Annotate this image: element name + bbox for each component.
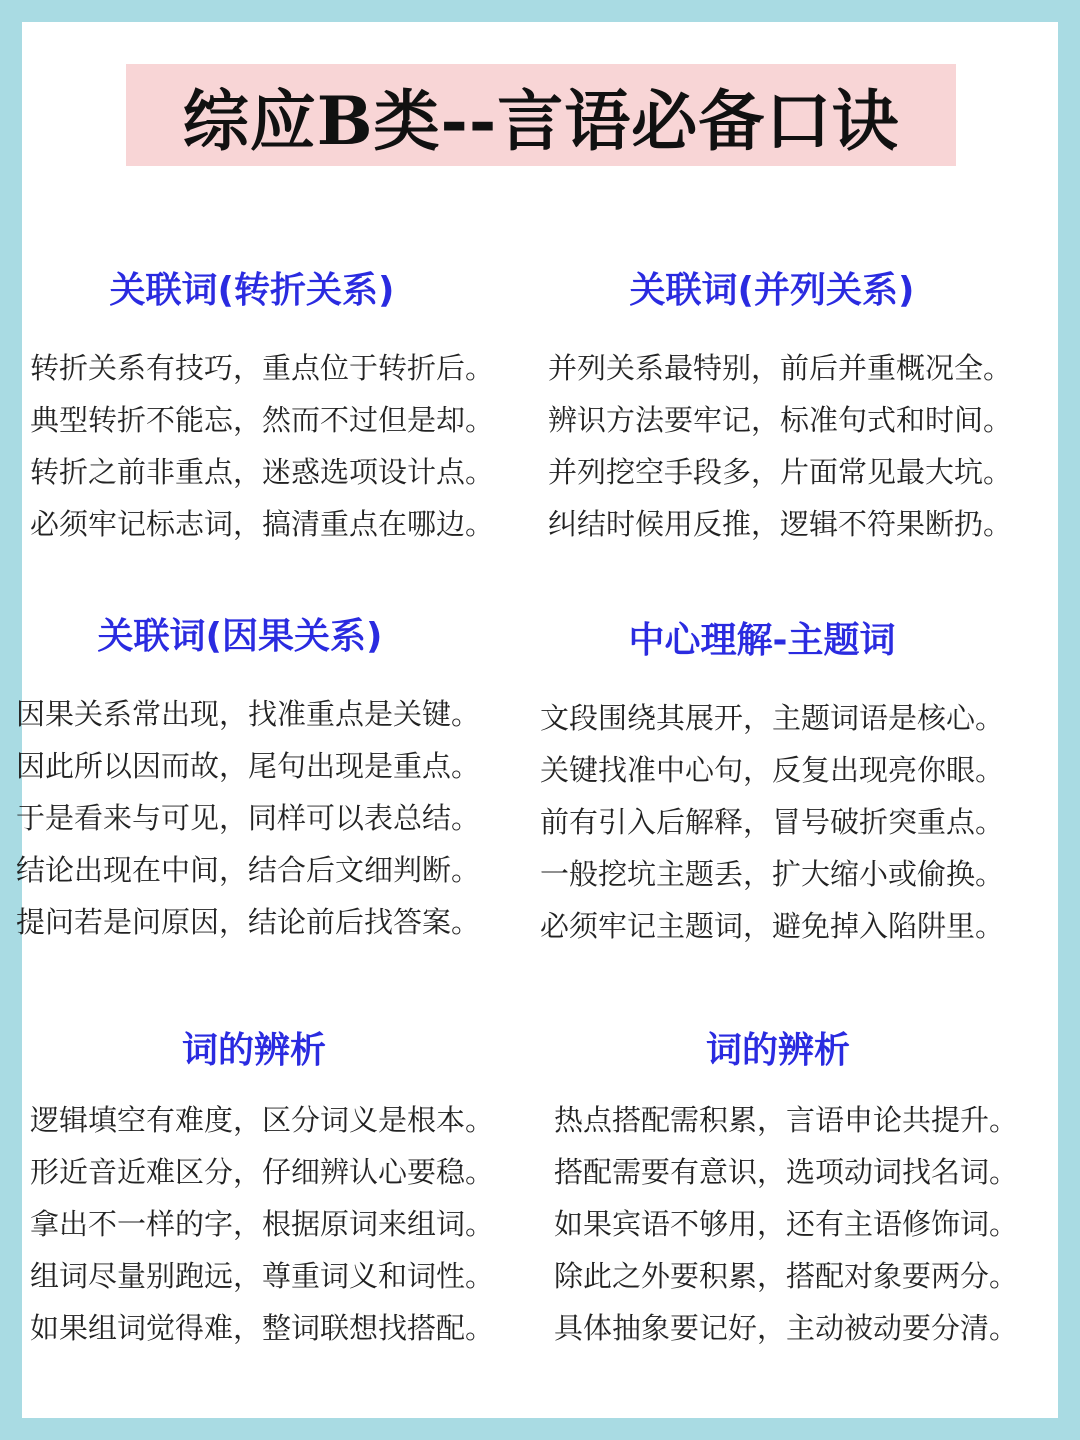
verse-line: 逻辑填空有难度，区分词义是根本。 — [30, 1103, 495, 1137]
verse-line: 提问若是问原因，结论前后找答案。 — [16, 905, 481, 939]
verse-line: 搭配需要有意识，选项动词找名词。 — [554, 1155, 1019, 1189]
verse-line: 转折之前非重点，迷惑选项设计点。 — [30, 455, 495, 489]
verse-line: 热点搭配需积累，言语申论共提升。 — [554, 1103, 1019, 1137]
section-heading-transition: 关联词(转折关系) — [109, 270, 395, 311]
section-heading-parallel: 关联词(并列关系) — [629, 270, 915, 311]
section-heading-word-analysis-1: 词的辨析 — [181, 1030, 326, 1071]
section-lines-word-analysis-1 — [30, 1094, 494, 1354]
verse-line: 必须牢记标志词，搞清重点在哪边。 — [30, 507, 495, 541]
page-title: 综应B类--言语必备口诀 — [182, 81, 900, 160]
verse-line: 辨识方法要牢记，标准句式和时间。 — [548, 403, 1013, 437]
verse-line: 具体抽象要记好，主动被动要分清。 — [554, 1311, 1019, 1345]
verse-line: 除此之外要积累，搭配对象要两分。 — [554, 1259, 1019, 1293]
content-card — [16, 22, 1058, 1418]
verse-line: 转折关系有技巧，重点位于转折后。 — [30, 351, 495, 385]
section-heading-word-analysis-2: 词的辨析 — [705, 1030, 850, 1071]
section-lines-main-idea — [540, 692, 1004, 952]
title-banner — [126, 64, 956, 166]
verse-line: 文段围绕其展开，主题词语是核心。 — [540, 701, 1005, 735]
verse-line: 形近音近难区分，仔细辨认心要稳。 — [30, 1155, 495, 1189]
verse-line: 并列挖空手段多，片面常见最大坑。 — [548, 455, 1013, 489]
section-heading-main-idea: 中心理解-主题词 — [628, 620, 896, 661]
section-lines-cause-effect — [16, 688, 480, 948]
verse-line: 一般挖坑主题丢，扩大缩小或偷换。 — [540, 857, 1005, 891]
verse-line: 必须牢记主题词，避免掉入陷阱里。 — [540, 909, 1005, 943]
verse-line: 因此所以因而故，尾句出现是重点。 — [16, 749, 481, 783]
verse-line: 典型转折不能忘，然而不过但是却。 — [30, 403, 495, 437]
verse-line: 因果关系常出现，找准重点是关键。 — [16, 697, 481, 731]
verse-line: 于是看来与可见，同样可以表总结。 — [16, 801, 481, 835]
verse-line: 并列关系最特别，前后并重概况全。 — [548, 351, 1013, 385]
verse-line: 关键找准中心句，反复出现亮你眼。 — [540, 753, 1005, 787]
section-heading-cause-effect: 关联词(因果关系) — [97, 616, 383, 657]
verse-line: 拿出不一样的字，根据原词来组词。 — [30, 1207, 495, 1241]
verse-line: 纠结时候用反推，逻辑不符果断扔。 — [548, 507, 1013, 541]
verse-line: 组词尽量别跑远，尊重词义和词性。 — [30, 1259, 495, 1293]
verse-line: 结论出现在中间，结合后文细判断。 — [16, 853, 481, 887]
section-lines-word-analysis-2 — [554, 1094, 1018, 1354]
verse-line: 前有引入后解释，冒号破折突重点。 — [540, 805, 1005, 839]
verse-line: 如果组词觉得难，整词联想找搭配。 — [30, 1311, 495, 1345]
section-lines-parallel — [548, 342, 1012, 550]
section-lines-transition — [30, 342, 494, 550]
verse-line: 如果宾语不够用，还有主语修饰词。 — [554, 1207, 1019, 1241]
